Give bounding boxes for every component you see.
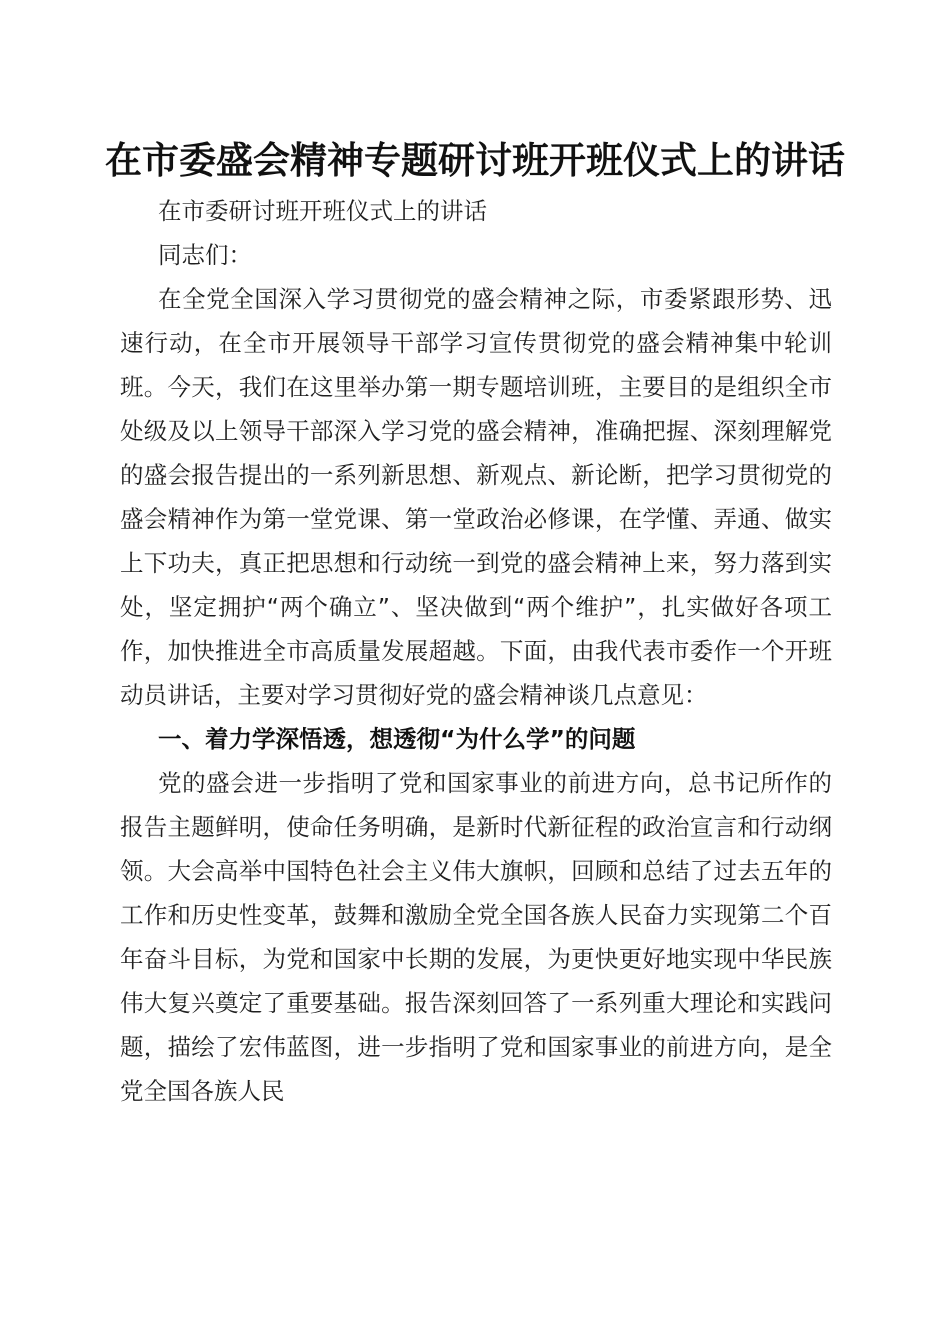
- section-heading-1: 一、着力学深悟透，想透彻“为什么学”的问题: [158, 725, 636, 753]
- paragraph-section-1: 党的盛会进一步指明了党和国家事业的前进方向，总书记所作的报告主题鲜明，使命任务明确，是新时代新征程的政治宣言和行动纲领。大会高举中国特色社会主义伟大旗帜，回顾和总结了过去五年的工作和历史性变革，鼓舞和激励全党全国各族人民奋力实现第二个百年奋斗目标，为党和国家中长期的发展，为更快更好地实现中华民族伟大复兴奠定了重要基础。报告深刻回答了一系列重大理论和实践问题，描绘了宏伟蓝图，进一步指明了党和国家事业的前进方向，是全党全国各族人民: [120, 769, 832, 1105]
- document-title: 在市委盛会精神专题研讨班开班仪式上的讲话: [105, 138, 845, 182]
- document-body: [120, 189, 832, 1113]
- salutation: 同志们：: [158, 241, 252, 269]
- paragraph-intro: 在全党全国深入学习贯彻党的盛会精神之际，市委紧跟形势、迅速行动，在全市开展领导干部学习宣传贯彻党的盛会精神集中轮训班。今天，我们在这里举办第一期专题培训班，主要目的是组织全市处级及以上领导干部深入学习党的盛会精神，准确把握、深刻理解党的盛会报告提出的一系列新思想、新观点、新论断，把学习贯彻党的盛会精神作为第一堂党课、第一堂政治必修课，在学懂、弄通、做实上下功夫，真正把思想和行动统一到党的盛会精神上来，努力落到实处，坚定拥护“两个确立”、坚决做到“两个维护”，扎实做好各项工作，加快推进全市高质量发展超越。下面，由我代表市委作一个开班动员讲话，主要对学习贯彻好党的盛会精神谈几点意见：: [120, 285, 832, 709]
- document-subtitle: 在市委研讨班开班仪式上的讲话: [158, 197, 487, 225]
